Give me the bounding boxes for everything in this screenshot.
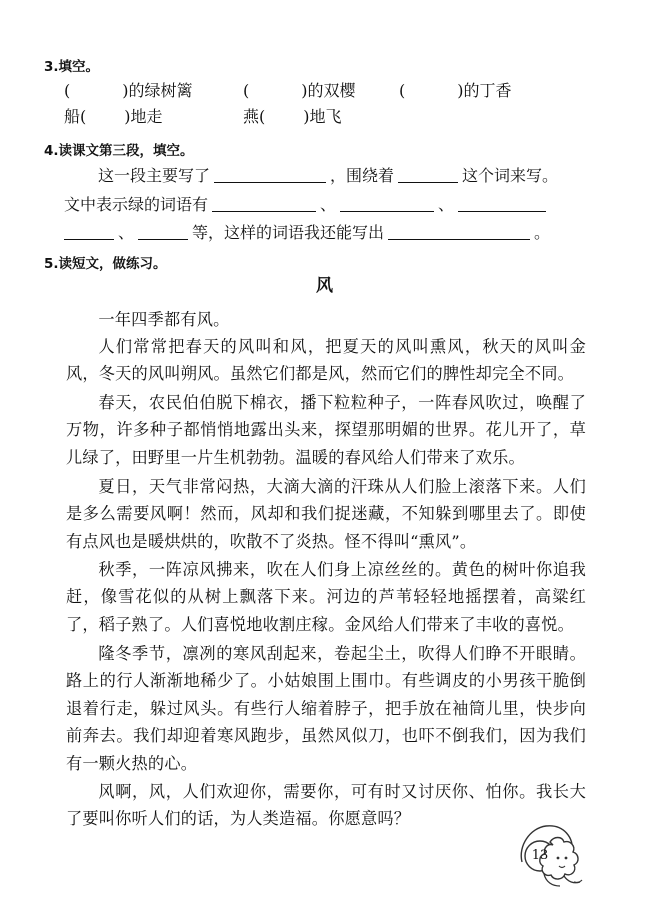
passage-paragraph-2: 人们常常把春天的风叫和风，把夏天的风叫熏风，秋天的风叫金风，冬天的风叫朔风。虽然它们都是风，然而它们的脾性却完全不同。 [66, 337, 586, 384]
q3-blank-3-label: )的丁香 [457, 81, 512, 100]
q4-answer-blank-green-3[interactable] [458, 197, 546, 212]
q3-heading: 3.填空。 [44, 59, 100, 75]
q3-blank-4-open: 船( [64, 107, 87, 126]
q4-sep-1: 、 [320, 195, 337, 214]
passage-paragraph-1: 一年四季都有风。 [98, 310, 230, 329]
passage-paragraph-6: 隆冬季节，凛冽的寒风刮起来，卷起尘土，吹得人们睁不开眼睛。路上的行人渐渐地稀少了。小姑娘围上围巾。有些调皮的小男孩干脆倒退着行走，躲过风头。有些行人缩着脖子，把手放在袖筒儿里，快步向前奔去。我们却迎着寒风跑步，虽然风似刀，也吓不倒我们，因为我们有一颗火热的心。 [66, 644, 586, 773]
q3-blank-1 [64, 78, 193, 101]
passage-paragraph-5: 秋季，一阵凉风拂来，吹在人们身上凉丝丝的。黄色的树叶你追我赶，像雪花似的从树上飘落下来。河边的芦苇轻轻地摇摆着，高粱红了，稻子熟了。人们喜悦地收割庄稼。金风给人们带来了丰收的喜悦。 [66, 560, 586, 634]
q4-answer-blank-green-2[interactable] [340, 197, 434, 212]
q4-text-write: 这个词来写。 [462, 166, 559, 185]
q3-blank-2 [243, 78, 356, 101]
q4-line-1 [98, 163, 558, 186]
q3-blank-5-open: 燕( [243, 107, 266, 126]
q4-text-topic: 这一段主要写了 [98, 166, 211, 185]
q4-end: 。 [534, 223, 551, 242]
q4-text-around: ，围绕着 [330, 166, 395, 185]
q3-blank-1-open: ( [64, 81, 71, 100]
q4-answer-blank-green-1[interactable] [212, 197, 316, 212]
q4-answer-blank-keyword[interactable] [398, 168, 458, 183]
q4-sep-3: 、 [118, 223, 135, 242]
q4-text-more: 等，这样的词语我还能写出 [192, 223, 385, 242]
q4-line-3 [64, 220, 550, 243]
q3-blank-2-open: ( [243, 81, 250, 100]
passage-paragraph-4: 夏日，天气非常闷热，大滴大滴的汗珠从人们脸上滚落下来。人们是多么需要风啊！然而，风却和我们捉迷藏，不知躲到哪里去了。即使有点风也是暖烘烘的，吹散不了炎热。怪不得叫“熏风”。 [66, 477, 586, 551]
passage-title: 风 [316, 276, 333, 296]
q3-blank-3 [399, 78, 512, 101]
q5-heading: 5.读短文，做练习。 [44, 256, 167, 272]
q3-blank-1-label: )的绿树篱 [122, 81, 193, 100]
q3-blank-4-label: )地走 [124, 107, 163, 126]
q4-answer-blank-green-4[interactable] [64, 225, 114, 240]
q3-blank-4 [64, 104, 163, 127]
q4-line-2 [64, 192, 550, 215]
passage-paragraph-7: 风啊，风，人们欢迎你，需要你，可有时又讨厌你、怕你。我长大了要叫你听人们的话，为人类造福。你愿意吗？ [66, 782, 586, 829]
q4-answer-blank-topic[interactable] [214, 168, 326, 183]
q4-text-green-words: 文中表示绿的词语有 [64, 195, 209, 214]
q3-blank-5 [243, 104, 342, 127]
q3-blank-2-label: )的双樱 [301, 81, 356, 100]
q3-blank-5-label: )地飞 [303, 107, 342, 126]
q3-blank-3-open: ( [399, 81, 406, 100]
q4-heading: 4.读课文第三段，填空。 [44, 143, 194, 159]
q4-answer-blank-more[interactable] [388, 225, 530, 240]
page-number-badge [516, 816, 594, 896]
page-number: 13 [531, 848, 549, 863]
passage-paragraph-3: 春天，农民伯伯脱下棉衣，播下粒粒种子，一阵春风吹过，唤醒了万物，许多种子都悄悄地露出头来，探望那明媚的世界。花儿开了，草儿绿了，田野里一片生机勃勃。温暖的春风给人们带来了欢乐。 [66, 393, 586, 467]
q4-sep-2: 、 [438, 195, 455, 214]
q4-answer-blank-green-5[interactable] [138, 225, 188, 240]
